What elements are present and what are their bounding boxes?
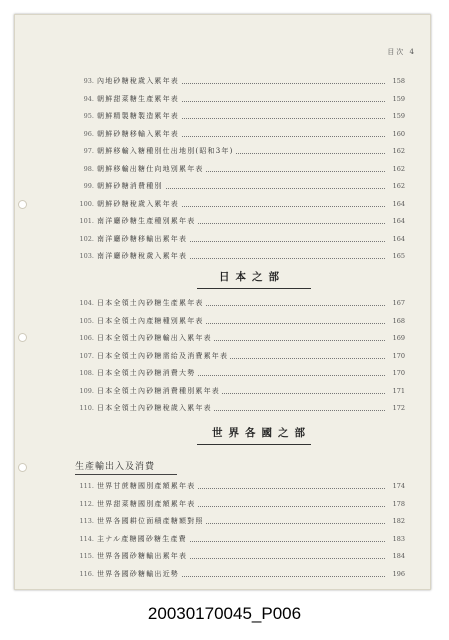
toc-entry bbox=[0, 481, 415, 493]
entry-number: 96. bbox=[83, 129, 94, 138]
entry-title: 南洋廳砂糖移輸出累年表 bbox=[97, 234, 188, 243]
page-header: 目次 4 bbox=[387, 48, 416, 56]
image-caption: 20030170045_P006 bbox=[147, 604, 302, 623]
toc-entry bbox=[0, 551, 415, 563]
entry-title: 朝鮮移輸入糖種別仕出地別(昭和3年) bbox=[97, 147, 234, 155]
entry-title: 世界各國耕位面積產糖額對照 bbox=[97, 517, 204, 526]
entry-title: 南洋廳砂糖生產種別累年表 bbox=[97, 217, 196, 225]
entry-title: 朝鮮移輸出糖仕向地別累年表 bbox=[97, 164, 204, 173]
section-rule bbox=[197, 288, 311, 289]
entry-number: 106. bbox=[79, 334, 94, 342]
entry-page-number: 170 bbox=[385, 369, 405, 377]
toc-entry bbox=[0, 129, 415, 141]
entry-page-number: 160 bbox=[385, 130, 405, 138]
entry-number: 114. bbox=[79, 534, 94, 543]
entry-page-number: 172 bbox=[385, 404, 405, 412]
toc-entry bbox=[0, 386, 415, 398]
entry-title: 朝鮮精製糖製造累年表 bbox=[97, 112, 179, 120]
entry-title: 世界甘蔗糖國別產額累年表 bbox=[97, 482, 196, 490]
toc-entry bbox=[0, 94, 415, 106]
toc-entry bbox=[0, 333, 415, 345]
toc-entry bbox=[0, 146, 415, 158]
entry-page-number: 162 bbox=[385, 182, 405, 190]
entry-number: 95. bbox=[83, 112, 94, 120]
entry-title: 日本全領土內砂糖消費大勢 bbox=[97, 369, 196, 377]
entry-number: 101. bbox=[79, 217, 94, 225]
toc-entry bbox=[0, 164, 415, 176]
entry-number: 93. bbox=[83, 77, 94, 85]
toc-entry bbox=[0, 368, 415, 380]
toc-entry bbox=[0, 76, 415, 88]
entry-number: 111. bbox=[79, 482, 94, 490]
entry-number: 103. bbox=[79, 252, 94, 260]
entry-page-number: 164 bbox=[385, 217, 405, 225]
entry-title: 世界甜菜糖國別產額累年表 bbox=[97, 499, 196, 508]
toc-entry bbox=[0, 251, 415, 263]
entry-number: 98. bbox=[83, 164, 94, 173]
subsection-heading: 生產輸出入及消費 bbox=[75, 462, 156, 472]
toc-entry bbox=[0, 516, 415, 528]
entry-page-number: 169 bbox=[385, 334, 405, 342]
toc-entry bbox=[0, 199, 415, 211]
entry-page-number: 159 bbox=[385, 95, 405, 103]
entry-number: 97. bbox=[83, 147, 94, 155]
entry-page-number: 171 bbox=[385, 387, 405, 395]
subsection-rule bbox=[75, 474, 177, 475]
entry-number: 104. bbox=[79, 299, 94, 307]
entry-title: 朝鮮砂糖消費種別 bbox=[97, 182, 163, 190]
entry-number: 109. bbox=[79, 386, 94, 395]
entry-number: 108. bbox=[79, 369, 94, 377]
entry-number: 112. bbox=[79, 499, 94, 508]
entry-page-number: 184 bbox=[385, 552, 405, 560]
entry-page-number: 168 bbox=[385, 317, 405, 325]
entry-number: 102. bbox=[79, 234, 94, 243]
entry-number: 116. bbox=[79, 570, 94, 578]
entry-page-number: 159 bbox=[385, 112, 405, 120]
binding-hole bbox=[18, 463, 27, 472]
entry-title: 日本全領土內砂糖稅歲入累年表 bbox=[97, 404, 212, 412]
entry-page-number: 164 bbox=[385, 200, 405, 208]
entry-page-number: 162 bbox=[385, 165, 405, 173]
entry-title: 朝鮮甜菜糖生產累年表 bbox=[97, 94, 179, 103]
entry-title: 日本全領土內砂糖需給及消費累年表 bbox=[97, 351, 229, 360]
entry-title: 日本全領土內砂糖輸出入累年表 bbox=[97, 334, 212, 342]
entry-title: 朝鮮砂糖稅歲入累年表 bbox=[97, 199, 179, 208]
entry-title: 主ナル產糖國砂糖生產費 bbox=[97, 534, 187, 543]
entry-title: 日本全領土內砂糖生產累年表 bbox=[97, 299, 204, 307]
entry-page-number: 165 bbox=[385, 252, 405, 260]
toc-entry bbox=[0, 298, 415, 310]
entry-title: 日本全領土內產糖種別累年表 bbox=[97, 316, 204, 325]
entry-page-number: 170 bbox=[385, 352, 405, 360]
entry-number: 107. bbox=[79, 351, 94, 360]
toc-entry bbox=[0, 403, 415, 415]
toc-entry bbox=[0, 181, 415, 193]
toc-entry bbox=[0, 316, 415, 328]
entry-title: 日本全領土內砂糖消費種別累年表 bbox=[97, 386, 220, 395]
entry-number: 99. bbox=[83, 182, 94, 190]
section-title-japan: 日本之部 bbox=[219, 271, 285, 283]
entry-number: 110. bbox=[79, 404, 94, 412]
toc-entry bbox=[0, 534, 415, 546]
entry-page-number: 178 bbox=[385, 500, 405, 508]
entry-number: 100. bbox=[79, 199, 94, 208]
entry-number: 94. bbox=[83, 94, 94, 103]
entry-page-number: 183 bbox=[385, 535, 405, 543]
entry-title: 世界各國砂糖輸出累年表 bbox=[97, 552, 188, 561]
entry-page-number: 196 bbox=[385, 570, 405, 578]
entry-page-number: 164 bbox=[385, 235, 405, 243]
entry-page-number: 174 bbox=[385, 482, 405, 490]
entry-number: 113. bbox=[79, 517, 94, 526]
entry-page-number: 182 bbox=[385, 517, 405, 525]
entry-title: 內地砂糖稅歲入累年表 bbox=[97, 77, 179, 85]
entry-page-number: 158 bbox=[385, 77, 405, 85]
toc-entry bbox=[0, 351, 415, 363]
entry-page-number: 167 bbox=[385, 299, 405, 307]
toc-entry bbox=[0, 216, 415, 228]
entry-page-number: 162 bbox=[385, 147, 405, 155]
section-title-world: 世界各國之部 bbox=[212, 427, 311, 439]
section-rule bbox=[197, 444, 311, 445]
toc-entry bbox=[0, 569, 415, 581]
entry-title: 南洋廳砂糖稅歲入累年表 bbox=[97, 252, 188, 260]
entry-number: 115. bbox=[79, 552, 94, 561]
toc-entry bbox=[0, 499, 415, 511]
toc-entry bbox=[0, 111, 415, 123]
entry-title: 世界各國砂糖輸出近勢 bbox=[97, 570, 179, 578]
toc-entry bbox=[0, 234, 415, 246]
entry-title: 朝鮮砂糖移輸入累年表 bbox=[97, 129, 179, 138]
entry-number: 105. bbox=[79, 316, 94, 325]
